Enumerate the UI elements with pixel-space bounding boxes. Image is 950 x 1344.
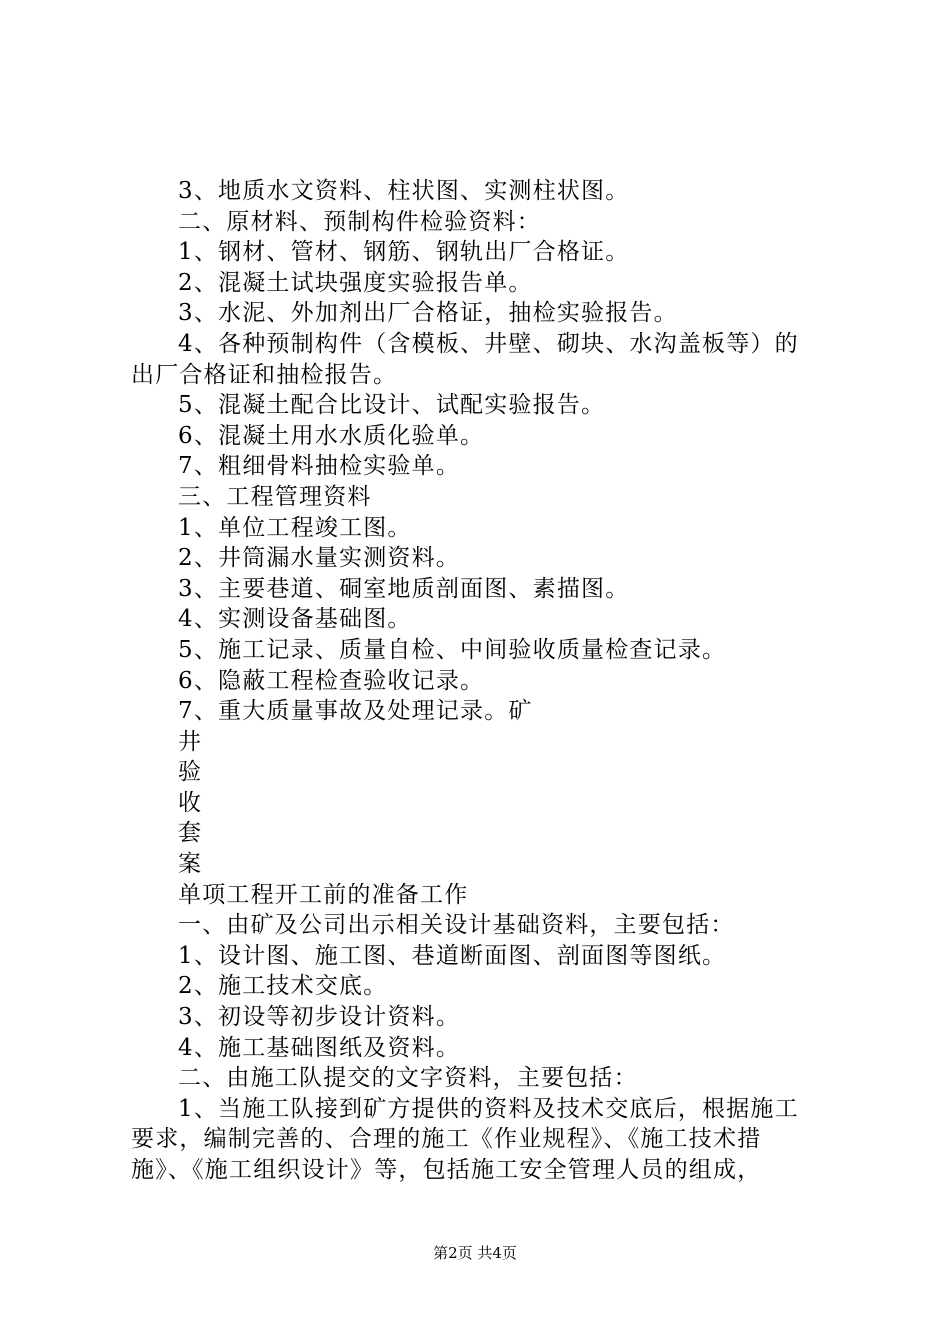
document-body	[131, 176, 831, 1186]
text-line-continued: 要求，编制完善的、合理的施工《作业规程》、《施工技术措	[131, 1126, 762, 1153]
text-line: 1、设计图、施工图、巷道断面图、剖面图等图纸。	[178, 942, 727, 969]
text-line: 3、地质水文资料、柱状图、实测柱状图。	[178, 178, 630, 204]
vertical-title-char: 收	[178, 789, 203, 816]
text-line-continued: 施》、《施工组织设计》等，包括施工安全管理人员的组成，	[131, 1157, 762, 1183]
text-line: 5、施工记录、质量自检、中间验收质量检查记录。	[178, 636, 727, 663]
text-line-continued: 出厂合格证和抽检报告。	[131, 361, 398, 388]
text-line: 7、粗细骨料抽检实验单。	[178, 453, 461, 480]
page-number-label: 第2页 共4页	[433, 1244, 517, 1262]
text-line: 2、混凝土试块强度实验报告单。	[178, 269, 533, 296]
page-footer	[0, 1243, 950, 1263]
text-line: 2、井筒漏水量实测资料。	[178, 545, 461, 572]
vertical-title-char: 套	[178, 820, 203, 847]
text-line: 5、混凝土配合比设计、试配实验报告。	[178, 392, 606, 419]
section-heading: 二、原材料、预制构件检验资料：	[178, 208, 541, 235]
text-line: 4、施工基础图纸及资料。	[178, 1034, 461, 1061]
section-heading: 二、由施工队提交的文字资料，主要包括：	[178, 1065, 638, 1092]
text-line: 1、单位工程竣工图。	[178, 514, 412, 541]
vertical-title-char: 案	[178, 851, 203, 878]
text-line: 7、重大质量事故及处理记录。矿	[178, 698, 533, 725]
section-heading: 一、由矿及公司出示相关设计基础资料，主要包括：	[178, 912, 735, 939]
section-heading: 三、工程管理资料	[178, 483, 372, 510]
section-title: 单项工程开工前的准备工作	[178, 881, 469, 908]
text-line: 6、混凝土用水水质化验单。	[178, 422, 485, 449]
text-line: 3、水泥、外加剂出厂合格证，抽检实验报告。	[178, 300, 678, 327]
text-line: 3、主要巷道、硐室地质剖面图、素描图。	[178, 575, 630, 602]
vertical-title-char: 井	[178, 728, 203, 755]
text-line: 1、钢材、管材、钢筋、钢轨出厂合格证。	[178, 239, 630, 266]
text-line: 2、施工技术交底。	[178, 973, 388, 1000]
text-line: 3、初设等初步设计资料。	[178, 1004, 461, 1031]
vertical-title-char: 验	[178, 759, 203, 786]
text-line: 1、当施工队接到矿方提供的资料及技术交底后，根据施工	[178, 1095, 799, 1122]
text-line: 4、各种预制构件（含模板、井壁、砌块、水沟盖板等）的	[178, 330, 799, 357]
text-line: 4、实测设备基础图。	[178, 606, 412, 633]
text-line: 6、隐蔽工程检查验收记录。	[178, 667, 485, 694]
